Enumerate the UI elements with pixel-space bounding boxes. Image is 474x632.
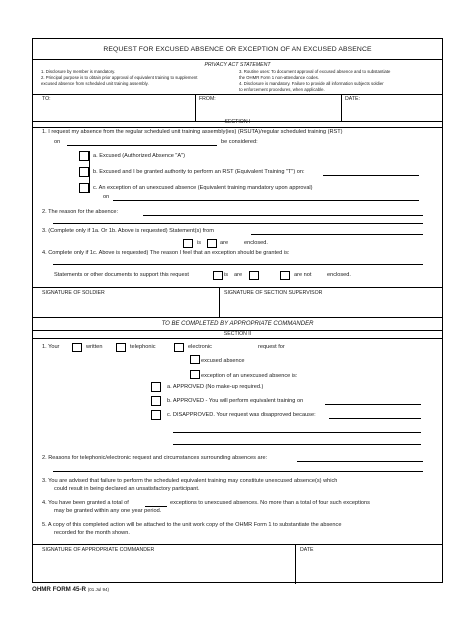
s1-option-a: a. Excused (Authorized Absence "A") bbox=[93, 153, 185, 159]
s1-q1-considered: be considered: bbox=[221, 139, 258, 145]
s2-telephonic-checkbox[interactable] bbox=[116, 343, 126, 352]
form-number-text: OHMR FORM 45-R bbox=[32, 586, 86, 593]
s1-q1-text: 1. I request my absence from the regular scheduled unit training assembly(ies) (RSUTA)/regular scheduled training (RST) bbox=[42, 129, 343, 135]
s1-q2-line[interactable] bbox=[53, 223, 423, 224]
s2-q2-text: 2. Reasons for telephonic/electronic request and circumstances surrounding absences are: bbox=[42, 455, 268, 461]
s1-checkbox-excused[interactable] bbox=[79, 151, 89, 161]
divider bbox=[33, 317, 442, 318]
signature-soldier-label: SIGNATURE OF SOLDIER bbox=[42, 290, 105, 296]
divider bbox=[33, 59, 442, 60]
s2-telephonic: telephonic bbox=[130, 344, 156, 350]
divider bbox=[33, 544, 442, 545]
s2-q4-line1: 4. You have been granted a total of bbox=[42, 500, 129, 506]
s1-q3-are: are bbox=[220, 240, 229, 246]
s1-option-b-line[interactable] bbox=[323, 175, 419, 176]
privacy-item: the OHMR Form 1 non-attendance codes. bbox=[239, 75, 320, 80]
s2-option-c-line[interactable] bbox=[173, 444, 421, 445]
signature-supervisor-label: SIGNATURE OF SECTION SUPERVISOR bbox=[224, 290, 323, 296]
divider bbox=[295, 544, 296, 584]
s2-excused-absence: excused absence bbox=[201, 358, 245, 364]
s1-q3-text: 3. (Complete only if 1a. Or 1b. Above is requested) Statement(s) from bbox=[42, 228, 214, 234]
divider bbox=[195, 94, 196, 121]
s2-q1-text: 1. Your bbox=[42, 344, 60, 350]
privacy-item: excused absence from scheduled unit training assembly. bbox=[41, 81, 149, 86]
privacy-item: 1. Disclosure by member is mandatory. bbox=[41, 69, 116, 74]
divider bbox=[33, 127, 442, 128]
s2-option-c-line[interactable] bbox=[329, 418, 421, 419]
date-field-label: DATE: bbox=[345, 96, 360, 102]
divider bbox=[341, 94, 342, 121]
divider bbox=[33, 338, 442, 339]
from-field-label: FROM: bbox=[199, 96, 216, 102]
s1-q3-enclosed: enclosed. bbox=[244, 240, 268, 246]
s2-q2-line[interactable] bbox=[53, 471, 423, 472]
s2-exception-checkbox[interactable] bbox=[190, 370, 200, 379]
form-number bbox=[32, 586, 109, 593]
s2-option-a: a. APPROVED (No make-up required.) bbox=[167, 384, 264, 390]
s2-excused-checkbox[interactable] bbox=[190, 355, 200, 364]
s2-electronic: electronic bbox=[188, 344, 212, 350]
privacy-item: 4. Disclosure is mandatory. Failure to provide all information subjects soldier bbox=[239, 81, 384, 86]
privacy-item: 2. Principal purpose is to obtain prior approval of equivalent training to supplement bbox=[41, 75, 198, 80]
s1-stmt-enclosed: enclosed. bbox=[327, 272, 351, 278]
s1-q2-text: 2. The reason for the absence: bbox=[42, 209, 119, 215]
s2-request-for: request for bbox=[258, 344, 285, 350]
s1-stmt-is-checkbox[interactable] bbox=[213, 271, 223, 280]
s2-q3-line2: could result in being declared an unsatisfactory participant. bbox=[54, 486, 200, 492]
s2-electronic-checkbox[interactable] bbox=[174, 343, 184, 352]
s1-stmt-arenot-checkbox[interactable] bbox=[280, 271, 290, 280]
s1-stmt-arenot: are not bbox=[294, 272, 312, 278]
s2-approved-checkbox[interactable] bbox=[151, 382, 161, 392]
privacy-item: to enforcement procedures, when applicable. bbox=[239, 87, 325, 92]
s2-q4-count-line[interactable] bbox=[145, 506, 167, 507]
commander-date-label: DATE bbox=[300, 547, 314, 553]
signature-commander-label: SIGNATURE OF APPROPRIATE COMMANDER bbox=[42, 547, 155, 553]
to-field-label: TO: bbox=[42, 96, 51, 102]
s1-q1-on: on bbox=[54, 139, 61, 145]
s2-option-c-line[interactable] bbox=[173, 432, 421, 433]
privacy-item: 3. Routine uses: To document approval of excused absence and to substantiate bbox=[239, 69, 391, 74]
s2-q5-line2: recorded for the month shown. bbox=[54, 530, 130, 536]
form-title: REQUEST FOR EXCUSED ABSENCE OR EXCEPTION OF AN EXCUSED ABSENCE bbox=[103, 46, 372, 53]
s1-q3-is-checkbox[interactable] bbox=[183, 239, 193, 248]
s1-q3-is: is bbox=[197, 240, 202, 246]
s1-statements-text: Statements or other documents to support this request bbox=[54, 272, 189, 278]
section-2-heading: SECTION II bbox=[223, 331, 252, 337]
s2-option-c: c. DISAPPROVED. Your request was disapproved because: bbox=[167, 412, 316, 418]
s1-q4-text: 4. Complete only if 1c. Above is requested) The reason I feel that an exception should be granted is: bbox=[42, 250, 290, 256]
s1-stmt-are: are bbox=[234, 272, 243, 278]
s1-q3-line[interactable] bbox=[251, 234, 423, 235]
s2-q4-line2: may be granted within any one year period. bbox=[54, 508, 162, 514]
s2-q2-line[interactable] bbox=[297, 461, 423, 462]
s2-exception: exception of an unexcused absence is: bbox=[201, 373, 298, 379]
s1-stmt-are-checkbox[interactable] bbox=[249, 271, 259, 280]
s1-stmt-is: is bbox=[224, 272, 229, 278]
s1-q2-line[interactable] bbox=[143, 215, 423, 216]
divider bbox=[33, 94, 442, 95]
s2-option-b: b. APPROVED - You will perform equivalent training on bbox=[167, 398, 304, 404]
form-edition: (01 Jul 94) bbox=[87, 587, 109, 592]
section-1-heading: SECTION I bbox=[224, 119, 251, 125]
s1-checkbox-exception[interactable] bbox=[79, 183, 89, 193]
s2-option-b-line[interactable] bbox=[325, 404, 421, 405]
checkbox-column-rule bbox=[89, 151, 90, 193]
s2-q5-line1: 5. A copy of this completed action will be attached to the unit work copy of the OHMR Form 1 to substantiate the absence bbox=[42, 522, 342, 528]
s2-approved-equivalent-checkbox[interactable] bbox=[151, 396, 161, 406]
s1-q1-date-line[interactable] bbox=[67, 145, 217, 146]
s1-option-c-on: on bbox=[103, 194, 110, 200]
s2-q3-line1: 3. You are advised that failure to perform the scheduled equivalent training may constitute unexcused absence(s) which bbox=[42, 478, 338, 484]
s1-q3-are-checkbox[interactable] bbox=[207, 239, 217, 248]
s2-disapproved-checkbox[interactable] bbox=[151, 410, 161, 420]
s1-checkbox-excused-rst[interactable] bbox=[79, 167, 89, 177]
s1-option-c: c. An exception of an unexcused absence (Equivalent training mandatory upon approval) bbox=[93, 185, 313, 191]
divider bbox=[219, 287, 220, 317]
privacy-heading: PRIVACY ACT STATEMENT bbox=[204, 62, 271, 68]
s2-written: written bbox=[86, 344, 103, 350]
s2-q4-line1b: exceptions to unexcused absences. No more than a total of four such exceptions bbox=[170, 500, 370, 506]
s1-option-b: b. Excused and I be granted authority to perform an RST (Equivalent Training "T") on: bbox=[93, 169, 305, 175]
commander-banner: TO BE COMPLETED BY APPROPRIATE COMMANDER bbox=[161, 321, 314, 327]
form-frame bbox=[32, 38, 443, 583]
s1-option-c-line[interactable] bbox=[113, 200, 419, 201]
s2-written-checkbox[interactable] bbox=[72, 343, 82, 352]
s1-q4-line[interactable] bbox=[53, 264, 423, 265]
divider bbox=[33, 287, 442, 288]
